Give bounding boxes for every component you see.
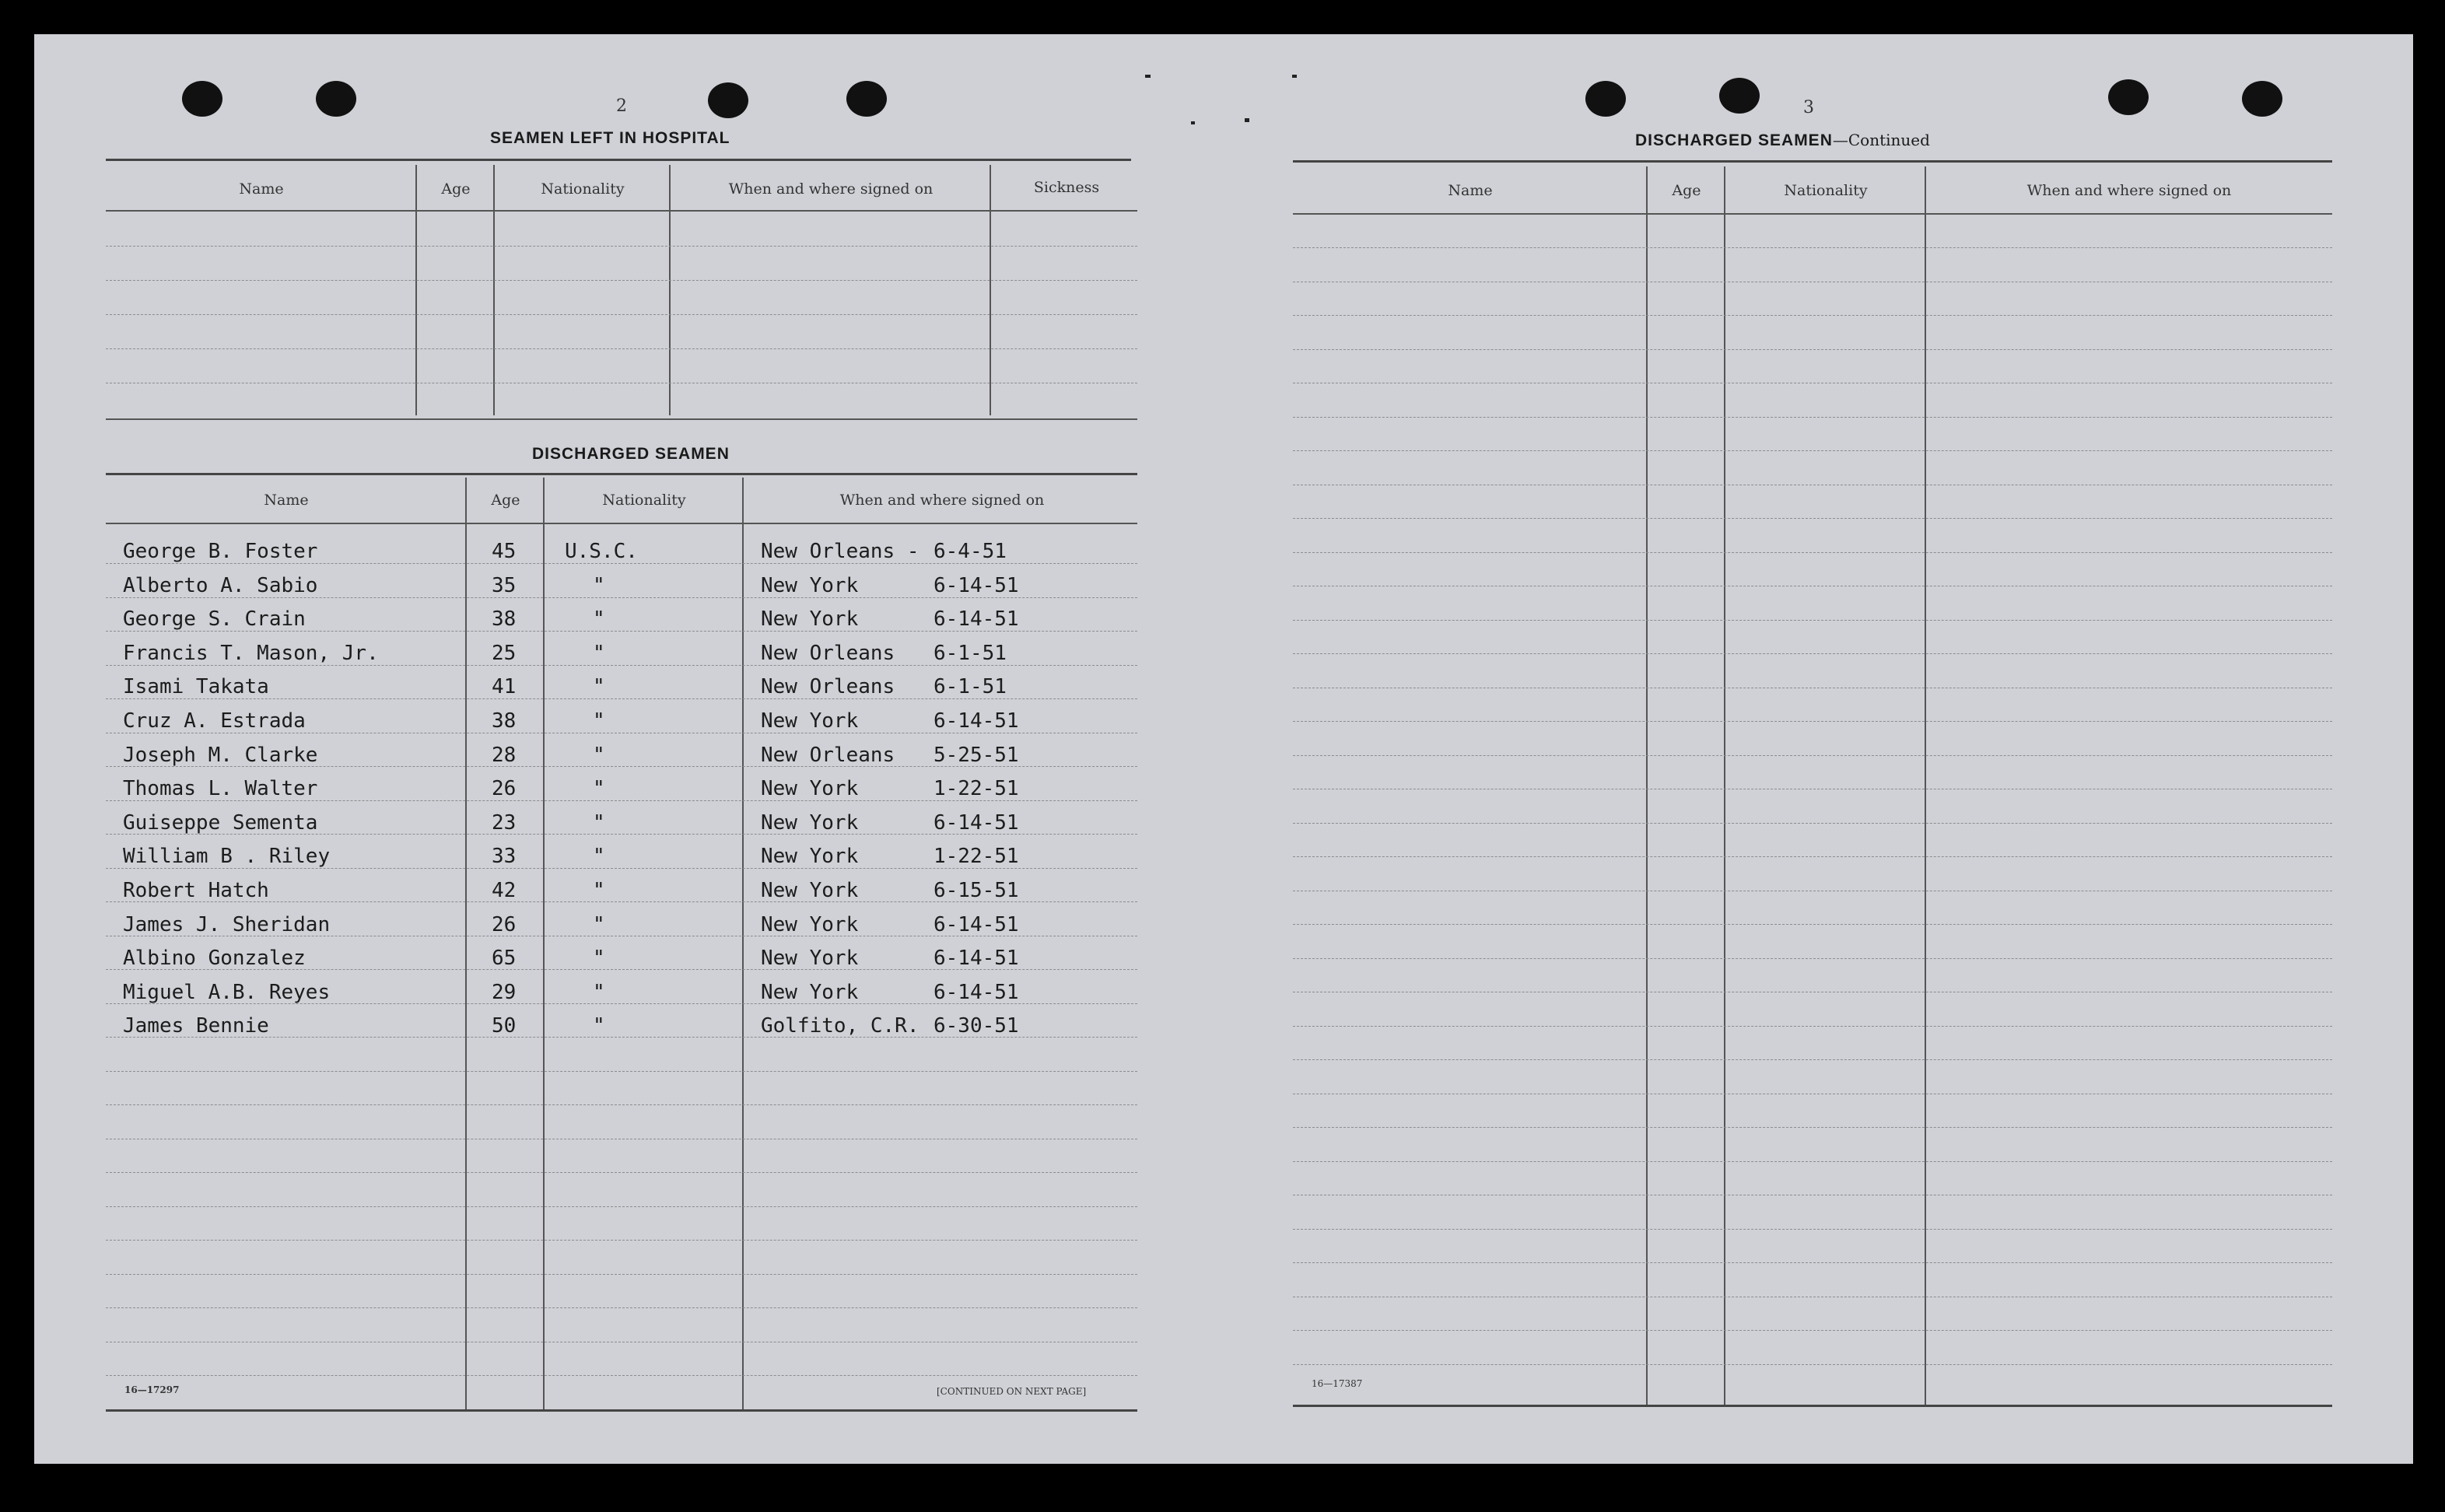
row-rule bbox=[106, 1240, 1137, 1241]
signed-on-date: 6-14-51 bbox=[934, 573, 1019, 597]
punch-hole bbox=[2108, 79, 2149, 115]
scan-speck bbox=[1292, 75, 1297, 78]
scan-speck bbox=[1245, 118, 1249, 122]
signed-on-place: New Orleans - bbox=[761, 540, 920, 563]
seaman-nationality: " bbox=[593, 743, 605, 767]
signed-on-date: 6-14-51 bbox=[934, 810, 1019, 835]
seaman-name: James J. Sheridan bbox=[123, 912, 331, 936]
signed-on-date: 6-1-51 bbox=[934, 675, 1007, 699]
seaman-age: 28 bbox=[492, 743, 517, 767]
signed-on-place: New Orleans bbox=[761, 743, 895, 767]
seaman-nationality: " bbox=[593, 675, 605, 699]
row-rule bbox=[1293, 417, 2332, 418]
punch-hole bbox=[316, 81, 356, 117]
column-header-signed-on: When and where signed on bbox=[2026, 182, 2232, 199]
signed-on-date: 6-14-51 bbox=[934, 607, 1019, 632]
row-rule bbox=[1293, 620, 2332, 621]
column-divider bbox=[1646, 166, 1648, 1406]
column-header-sickness: Sickness bbox=[1033, 179, 1100, 196]
row-rule bbox=[106, 1307, 1137, 1308]
seaman-name: Miguel A.B. Reyes bbox=[123, 980, 331, 1004]
row-rule bbox=[106, 1104, 1137, 1105]
column-divider bbox=[669, 165, 671, 415]
row-rule bbox=[106, 1172, 1137, 1173]
signed-on-place: New Orleans bbox=[761, 641, 895, 665]
signed-on-place: New York bbox=[761, 810, 859, 835]
signed-on-date: 6-14-51 bbox=[934, 980, 1019, 1004]
header-rule bbox=[1293, 213, 2332, 215]
rule bbox=[1293, 1405, 2332, 1407]
column-divider bbox=[990, 165, 991, 415]
column-header-age: Age bbox=[441, 180, 471, 198]
row-rule bbox=[1293, 450, 2332, 451]
row-rule bbox=[106, 1071, 1137, 1072]
title-suffix: —Continued bbox=[1832, 131, 1930, 149]
page-number: 3 bbox=[1803, 98, 1814, 117]
signed-on-date: 6-30-51 bbox=[934, 1014, 1019, 1038]
row-rule bbox=[1293, 247, 2332, 248]
punch-hole bbox=[1585, 81, 1626, 117]
signed-on-date: 6-4-51 bbox=[934, 540, 1007, 563]
row-rule bbox=[106, 563, 1137, 564]
signed-on-place: New York bbox=[761, 912, 859, 936]
signed-on-place: New York bbox=[761, 947, 859, 971]
column-header-nationality: Nationality bbox=[1784, 182, 1868, 199]
row-rule bbox=[106, 1274, 1137, 1275]
signed-on-date: 6-15-51 bbox=[934, 879, 1019, 902]
column-header-age: Age bbox=[1672, 182, 1701, 199]
header-rule bbox=[106, 210, 1137, 212]
seaman-age: 38 bbox=[492, 709, 517, 733]
row-rule bbox=[1293, 856, 2332, 857]
seaman-nationality: " bbox=[593, 777, 605, 801]
column-header-signed-on: When and where signed on bbox=[728, 180, 934, 198]
seaman-nationality: " bbox=[593, 641, 605, 665]
column-divider bbox=[493, 165, 495, 415]
rule bbox=[106, 418, 1137, 420]
signed-on-date: 6-14-51 bbox=[934, 947, 1019, 971]
discharged-continued-title bbox=[1635, 131, 1930, 150]
row-rule bbox=[1293, 653, 2332, 654]
seaman-nationality: U.S.C. bbox=[565, 540, 638, 563]
row-rule bbox=[1293, 755, 2332, 756]
seaman-nationality: " bbox=[593, 607, 605, 632]
signed-on-place: New York bbox=[761, 845, 859, 869]
row-rule bbox=[106, 246, 1137, 247]
seaman-age: 29 bbox=[492, 980, 517, 1004]
signed-on-place: Golfito, C.R. bbox=[761, 1014, 920, 1038]
seaman-name: Thomas L. Walter bbox=[123, 777, 318, 801]
seaman-age: 42 bbox=[492, 879, 517, 902]
seaman-age: 38 bbox=[492, 607, 517, 632]
column-divider bbox=[415, 165, 417, 415]
seaman-nationality: " bbox=[593, 879, 605, 902]
seaman-nationality: " bbox=[593, 845, 605, 869]
seaman-age: 65 bbox=[492, 947, 517, 971]
scan-speck bbox=[1191, 121, 1195, 124]
seaman-age: 45 bbox=[492, 540, 517, 563]
scan-speck bbox=[1145, 75, 1151, 78]
continued-note: [CONTINUED ON NEXT PAGE] bbox=[937, 1386, 1087, 1397]
seaman-nationality: " bbox=[593, 947, 605, 971]
seaman-name: James Bennie bbox=[123, 1014, 269, 1038]
row-rule bbox=[1293, 721, 2332, 722]
seaman-name: Joseph M. Clarke bbox=[123, 743, 318, 767]
signed-on-date: 6-14-51 bbox=[934, 912, 1019, 936]
seaman-name: Isami Takata bbox=[123, 675, 269, 699]
row-rule bbox=[106, 1206, 1137, 1207]
seaman-age: 26 bbox=[492, 777, 517, 801]
signed-on-place: New York bbox=[761, 879, 859, 902]
seaman-nationality: " bbox=[593, 912, 605, 936]
column-divider bbox=[1925, 166, 1926, 1406]
header-rule bbox=[106, 523, 1137, 524]
punch-hole bbox=[708, 82, 748, 118]
seaman-age: 26 bbox=[492, 912, 517, 936]
rule bbox=[106, 159, 1131, 161]
row-rule bbox=[1293, 1262, 2332, 1263]
seaman-age: 33 bbox=[492, 845, 517, 869]
row-rule bbox=[106, 1375, 1137, 1376]
seaman-age: 35 bbox=[492, 573, 517, 597]
column-header-age: Age bbox=[491, 492, 520, 509]
column-header-name: Name bbox=[239, 180, 284, 198]
row-rule bbox=[106, 280, 1137, 281]
row-rule bbox=[1293, 924, 2332, 925]
rule bbox=[106, 473, 1137, 475]
row-rule bbox=[1293, 1229, 2332, 1230]
row-rule bbox=[106, 348, 1137, 349]
row-rule bbox=[1293, 1026, 2332, 1027]
seaman-name: Cruz A. Estrada bbox=[123, 709, 306, 733]
rule bbox=[106, 1409, 1137, 1412]
column-divider bbox=[742, 478, 744, 1409]
row-rule bbox=[1293, 823, 2332, 824]
seaman-name: Albino Gonzalez bbox=[123, 947, 306, 971]
seaman-nationality: " bbox=[593, 1014, 605, 1038]
column-header-nationality: Nationality bbox=[602, 492, 686, 509]
signed-on-place: New York bbox=[761, 607, 859, 632]
hospital-section-title: SEAMEN LEFT IN HOSPITAL bbox=[490, 129, 730, 147]
signed-on-place: New York bbox=[761, 709, 859, 733]
seaman-nationality: " bbox=[593, 709, 605, 733]
column-header-name: Name bbox=[1448, 182, 1493, 199]
row-rule bbox=[1293, 1330, 2332, 1331]
row-rule bbox=[1293, 518, 2332, 519]
row-rule bbox=[1293, 1161, 2332, 1162]
signed-on-date: 6-14-51 bbox=[934, 709, 1019, 733]
signed-on-date: 1-22-51 bbox=[934, 777, 1019, 801]
seaman-name: Robert Hatch bbox=[123, 879, 269, 902]
rule bbox=[1293, 160, 2332, 163]
manifest-sheet bbox=[34, 34, 2413, 1464]
seaman-nationality: " bbox=[593, 810, 605, 835]
signed-on-place: New York bbox=[761, 777, 859, 801]
row-rule bbox=[106, 597, 1137, 598]
signed-on-place: New Orleans bbox=[761, 675, 895, 699]
discharged-section-title: DISCHARGED SEAMEN bbox=[532, 445, 730, 463]
punch-hole bbox=[1719, 78, 1760, 114]
row-rule bbox=[1293, 958, 2332, 959]
punch-hole bbox=[182, 81, 222, 117]
seaman-name: Francis T. Mason, Jr. bbox=[123, 641, 379, 665]
row-rule bbox=[1293, 349, 2332, 350]
column-header-name: Name bbox=[264, 492, 309, 509]
row-rule bbox=[1293, 1059, 2332, 1060]
row-rule bbox=[1293, 315, 2332, 316]
column-divider bbox=[1724, 166, 1725, 1406]
seaman-name: Alberto A. Sabio bbox=[123, 573, 318, 597]
seaman-name: Guiseppe Sementa bbox=[123, 810, 318, 835]
punch-hole bbox=[846, 81, 887, 117]
row-rule bbox=[1293, 1127, 2332, 1128]
column-header-signed-on: When and where signed on bbox=[839, 492, 1045, 509]
signed-on-place: New York bbox=[761, 573, 859, 597]
page-number: 2 bbox=[616, 96, 627, 116]
signed-on-date: 6-1-51 bbox=[934, 641, 1007, 665]
signed-on-place: New York bbox=[761, 980, 859, 1004]
form-number: 16—17387 bbox=[1312, 1378, 1363, 1389]
row-rule bbox=[1293, 552, 2332, 553]
form-number: 16—17297 bbox=[124, 1384, 180, 1395]
column-divider bbox=[465, 478, 467, 1409]
row-rule bbox=[1293, 1364, 2332, 1365]
signed-on-date: 1-22-51 bbox=[934, 845, 1019, 869]
seaman-age: 25 bbox=[492, 641, 517, 665]
signed-on-date: 5-25-51 bbox=[934, 743, 1019, 767]
seaman-nationality: " bbox=[593, 980, 605, 1004]
column-header-nationality: Nationality bbox=[541, 180, 625, 198]
seaman-name: George S. Crain bbox=[123, 607, 306, 632]
row-rule bbox=[106, 314, 1137, 315]
title-main: DISCHARGED SEAMEN bbox=[1635, 131, 1833, 149]
seaman-age: 23 bbox=[492, 810, 517, 835]
punch-hole bbox=[2242, 81, 2282, 117]
seaman-name: George B. Foster bbox=[123, 540, 318, 563]
seaman-age: 50 bbox=[492, 1014, 517, 1038]
seaman-name: William B . Riley bbox=[123, 845, 331, 869]
column-divider bbox=[543, 478, 545, 1409]
seaman-age: 41 bbox=[492, 675, 517, 699]
seaman-nationality: " bbox=[593, 573, 605, 597]
